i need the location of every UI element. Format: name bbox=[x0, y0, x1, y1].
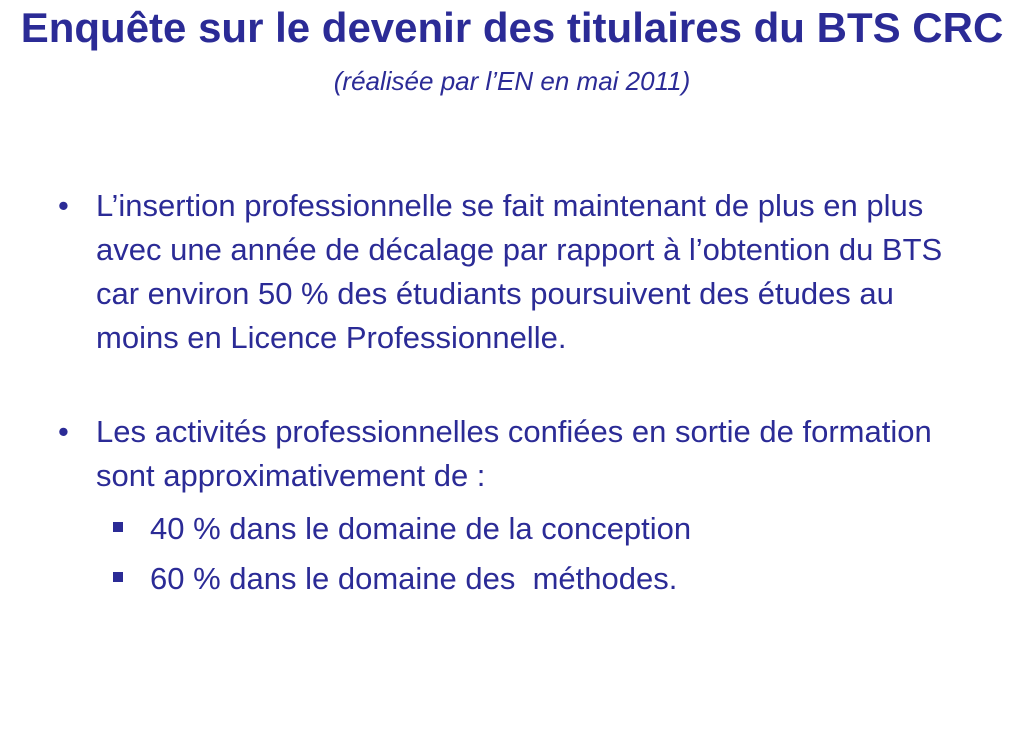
bullet-item bbox=[56, 410, 976, 498]
bullet-text: L’insertion professionnelle se fait maintenant de plus en plus avec une année de décalage par rapport à l’obtention du BTS car environ 50 % des étudiants poursuivent des études au moins en Licence Professionnelle. bbox=[96, 188, 943, 355]
sub-bullet-item bbox=[56, 554, 976, 604]
square-bullet-icon bbox=[113, 572, 123, 582]
round-bullet-icon: • bbox=[58, 414, 69, 449]
round-bullet-icon: • bbox=[58, 188, 69, 223]
slide-title bbox=[0, 4, 1024, 105]
title-subtitle: (réalisée par l’EN en mai 2011) bbox=[333, 66, 691, 96]
square-bullet-icon bbox=[113, 522, 123, 532]
sub-bullet-text: 40 % dans le domaine de la conception bbox=[150, 511, 692, 546]
sub-bullet-list bbox=[56, 504, 976, 604]
bullet-item bbox=[56, 184, 976, 360]
title-main: Enquête sur le devenir des titulaires du BTS CRC bbox=[20, 4, 1004, 51]
slide-content bbox=[56, 184, 976, 604]
sub-bullet-item bbox=[56, 504, 976, 554]
bullet-text: Les activités professionnelles confiées en sortie de formation sont approximativement de : bbox=[96, 414, 932, 493]
sub-bullet-text: 60 % dans le domaine des méthodes. bbox=[150, 561, 678, 596]
